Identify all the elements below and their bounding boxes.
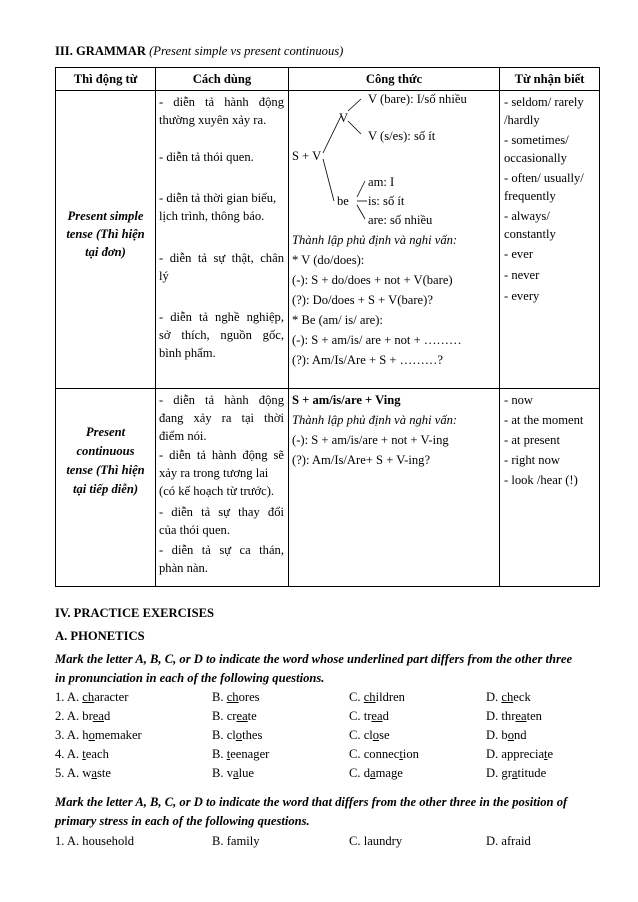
stress-question-1-option-b: B. family (212, 834, 260, 848)
header-signals: Từ nhận biết (500, 68, 600, 91)
tense-present-simple (56, 91, 155, 388)
question-5-option-a: 5. A. waste (55, 766, 111, 780)
question-2-option-b: B. create (212, 709, 257, 723)
question-4-option-d: D. appreciate (486, 747, 554, 761)
instruction-line: Mark the letter A, B, C, or D to indicate the word that differs from the other three in the position of (55, 795, 568, 809)
usage-line: lịch trình, thông báo. (159, 209, 265, 223)
signals-present-simple (500, 91, 599, 388)
phonetics-heading: A. PHONETICS (55, 629, 145, 643)
usage-line: điểm nói. (159, 429, 207, 443)
formula-line: (-): S + am/is/are + not + V-ing (292, 433, 449, 447)
table-header-row (56, 68, 600, 91)
signals-present-continuous (500, 389, 599, 586)
signal-line: - at the moment (504, 413, 584, 427)
tense-line: tại tiếp diễn) (72, 482, 139, 496)
signal-line: constantly (504, 227, 556, 241)
formula-line: * V (do/does): (292, 253, 365, 267)
header-tense: Thì động từ (56, 68, 156, 91)
formula-am: am: I (368, 175, 395, 189)
signal-line: frequently (504, 189, 556, 203)
formula-line: (-): S + do/does + not + V(bare) (292, 273, 453, 287)
stress-question-1-option-a: 1. A. household (55, 834, 135, 848)
question-1-option-b: B. chores (212, 690, 260, 704)
formula-neg-title: Thành lập phủ định và nghi vấn: (292, 233, 458, 247)
tense-line: Present simple (67, 209, 144, 223)
question-2-option-d: D. threaten (486, 709, 542, 723)
usage-line: bình phẩm. (159, 346, 216, 360)
formula-present-simple (289, 91, 499, 388)
formula-are: are: số nhiều (368, 213, 433, 227)
formula-line: (?): Do/does + S + V(bare)? (292, 293, 433, 307)
signal-line: - now (504, 393, 534, 407)
usage-line: đang xảy ra tại thời (159, 411, 284, 425)
signal-line: - always/ (504, 209, 550, 223)
usage-line: xảy ra trong tương lai (159, 466, 269, 480)
usage-line: - diễn tả thói quen. (159, 150, 254, 164)
question-3-option-a: 3. A. homemaker (55, 728, 142, 742)
instruction-line: Mark the letter A, B, C, or D to indicate the word whose underlined part differs from the other three (55, 652, 573, 666)
grammar-heading-title: III. GRAMMAR (55, 44, 146, 58)
question-1-option-a: 1. A. character (55, 690, 129, 704)
signal-line: - never (504, 268, 540, 282)
usage-line: - diễn tả sự thật, chân (159, 251, 284, 265)
formula-v: V (339, 111, 349, 125)
signal-line: - sometimes/ (504, 133, 569, 147)
tense-line: tense (Thì hiện (66, 463, 145, 477)
signal-line: - right now (504, 453, 560, 467)
signal-line: /hardly (504, 113, 540, 127)
formula-line: (-): S + am/is/ are + not + ……… (292, 333, 462, 347)
signal-line: - ever (504, 247, 534, 261)
tense-line: continuous (76, 444, 135, 458)
header-usage: Cách dùng (156, 68, 289, 91)
formula-s-v: S + V (292, 149, 322, 163)
usage-line: - diễn tả sự ca thán, (159, 543, 284, 557)
signal-line: - at present (504, 433, 560, 447)
question-1-option-d: D. check (486, 690, 531, 704)
signal-line: - every (504, 289, 540, 303)
formula-neg-title: Thành lập phủ định và nghi vấn: (292, 413, 458, 427)
question-3-option-c: C. close (349, 728, 390, 742)
usage-line: (có kế hoạch từ trước). (159, 484, 275, 498)
signal-line: - often/ usually/ (504, 171, 584, 185)
tense-line: tại đơn) (85, 245, 126, 259)
formula-continuous-main: S + am/is/are + Ving (292, 393, 401, 407)
formula-v-bare: V (bare): I/số nhiều (368, 92, 467, 106)
formula-present-continuous (289, 389, 499, 586)
formula-is: is: số ít (368, 194, 405, 208)
signal-line: - look /hear (!) (504, 473, 578, 487)
table-row-present-simple (56, 91, 600, 389)
usage-line: phàn nàn. (159, 561, 208, 575)
question-4-option-b: B. teenager (212, 747, 270, 761)
instruction-line: primary stress in each of the following questions. (55, 814, 310, 828)
question-4-option-c: C. connection (349, 747, 419, 761)
question-5-option-d: D. gratitude (486, 766, 547, 780)
question-3-option-d: D. bond (486, 728, 527, 742)
formula-line: (?): Am/Is/Are + S + ………? (292, 353, 443, 367)
tense-line: tense (Thì hiện (66, 227, 145, 241)
signal-line: - seldom/ rarely (504, 95, 584, 109)
formula-line: * Be (am/ is/ are): (292, 313, 383, 327)
question-2-option-a: 2. A. bread (55, 709, 111, 723)
usage-line: - diễn tả sự thay đổi (159, 505, 284, 519)
question-5-option-b: B. value (212, 766, 254, 780)
question-5-option-c: C. damage (349, 766, 403, 780)
question-2-option-c: C. tread (349, 709, 389, 723)
grammar-heading-subtitle: (Present simple vs present continuous) (149, 44, 344, 58)
usage-line: của thói quen. (159, 523, 230, 537)
stress-question-1-option-d: D. afraid (486, 834, 531, 848)
tense-line: Present (85, 425, 126, 439)
signal-line: occasionally (504, 151, 567, 165)
usage-present-continuous (156, 389, 288, 586)
instruction-line: in pronunciation in each of the following questions. (55, 671, 325, 685)
grammar-heading (55, 44, 343, 59)
question-3-option-b: B. clothes (212, 728, 263, 742)
question-1-option-c: C. children (349, 690, 405, 704)
grammar-table (55, 67, 600, 587)
table-row-present-continuous (56, 389, 600, 587)
usage-line: lý (159, 269, 169, 283)
header-formula: Công thức (289, 68, 500, 91)
formula-be: be (337, 194, 349, 208)
usage-line: - diễn tả hành động (159, 393, 284, 407)
tense-present-continuous (56, 389, 155, 586)
usage-line: - diễn tả hành động (159, 95, 284, 109)
usage-line: - diễn tả nghề nghiệp, (159, 310, 284, 324)
usage-line: sở thích, nguồn gốc, (159, 328, 284, 342)
formula-line: (?): Am/Is/Are+ S + V-ing? (292, 453, 431, 467)
formula-v-ses: V (s/es): số ít (368, 129, 436, 143)
usage-present-simple (156, 91, 288, 388)
usage-line: thường xuyên xảy ra. (159, 113, 267, 127)
question-4-option-a: 4. A. teach (55, 747, 109, 761)
exercises-heading: IV. PRACTICE EXERCISES (55, 606, 214, 620)
usage-line: - diễn tả thời gian biểu, (159, 191, 277, 205)
stress-question-1-option-c: C. laundry (349, 834, 403, 848)
usage-line: - diễn tả hành động sẽ (159, 448, 284, 462)
